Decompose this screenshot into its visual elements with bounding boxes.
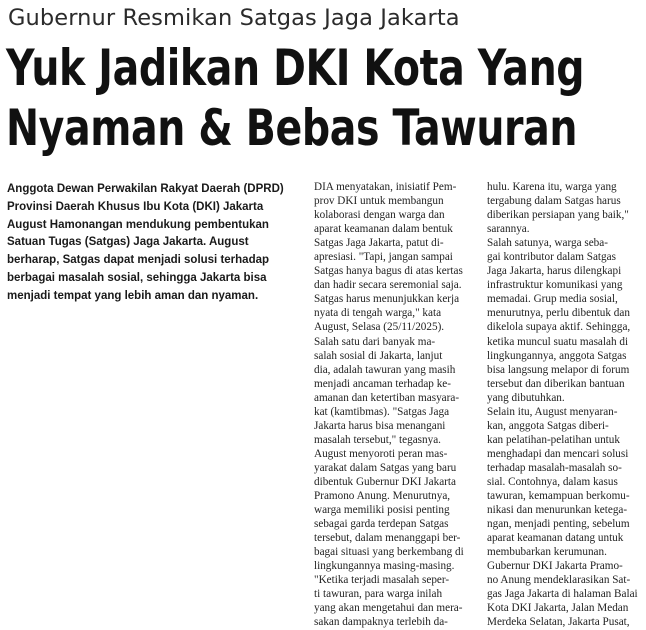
body-line: masalah tersebut," tegasnya. bbox=[314, 433, 441, 446]
body-line: dikelola supaya aktif. Sehingga, bbox=[487, 321, 631, 334]
body-line: Merdeka Selatan, Jakarta Pusat, bbox=[487, 616, 630, 629]
body-line: "Ketika terjadi masalah seper- bbox=[314, 574, 450, 587]
body-line: Salah satunya, warga seba- bbox=[487, 237, 608, 250]
body-line: kolaborasi dengan warga dan bbox=[314, 209, 445, 222]
body-line: DIA menyatakan, inisiatif Pem- bbox=[314, 181, 457, 193]
body-line: nikasi dan menurunkan ketega- bbox=[487, 504, 628, 517]
body-line: terhadap masalah-masalah so- bbox=[487, 461, 622, 474]
body-line: bisa langsung melapor di forum bbox=[487, 363, 630, 376]
body-line: bagai situasi yang berkembang di bbox=[314, 546, 464, 559]
body-line: yang dibutuhkan. bbox=[487, 391, 565, 404]
body-line: memadai. Grup media sosial, bbox=[487, 293, 618, 306]
body-line: Pramono Anung. Menurutnya, bbox=[314, 490, 451, 503]
body-line: Jaga Jakarta, harus dilengkapi bbox=[487, 265, 622, 278]
headline-line-2: Nyaman & Bebas Tawuran bbox=[6, 99, 578, 157]
body-line: menjadi ancaman terhadap ke- bbox=[314, 377, 451, 390]
body-line: August menyoroti peran mas- bbox=[314, 447, 448, 460]
body-line: Salah satu dari banyak ma- bbox=[314, 335, 436, 348]
body-line: sebagai garda terdepan Satgas bbox=[314, 518, 449, 531]
body-line: Satgas Jaga Jakarta, patut di- bbox=[314, 237, 444, 250]
body-line: sial. Contohnya, dalam kasus bbox=[487, 475, 618, 488]
body-line: salah sosial di Jakarta, lanjut bbox=[314, 349, 443, 362]
body-line: Satgas harus menunjukkan kerja bbox=[314, 293, 460, 306]
body-line: Selain itu, August menyaran- bbox=[487, 405, 618, 418]
body-line: no Anung mendeklarasikan Sat- bbox=[487, 574, 631, 587]
body-line: lingkungannya, anggota Satgas bbox=[487, 349, 627, 362]
body-line: menghadapi dan mencari solusi bbox=[487, 447, 629, 460]
lead-line: Satuan Tugas (Satgas) Jaga Jakarta. August bbox=[7, 236, 249, 249]
article-headline bbox=[6, 38, 585, 158]
body-line: dibentuk Gubernur DKI Jakarta bbox=[314, 475, 456, 488]
body-line: yang akan mengetahui dan mera- bbox=[314, 602, 463, 615]
body-line: lingkungannya masing-masing. bbox=[314, 560, 455, 573]
body-line: infrastruktur komunikasi yang bbox=[487, 279, 623, 292]
body-line: gai kontributor dalam Satgas bbox=[487, 251, 616, 264]
body-line: membubarkan kerumunan. bbox=[487, 546, 607, 559]
article-kicker: Gubernur Resmikan Satgas Jaga Jakarta bbox=[8, 5, 460, 31]
body-line: tersebut, dalam menanggapi ber- bbox=[314, 532, 461, 545]
body-line: amanan dan ketertiban masyara- bbox=[314, 391, 460, 404]
body-line: dan hadir secara seremonial saja. bbox=[314, 279, 462, 292]
body-line: ngan, menjadi penting, sebelum bbox=[487, 518, 630, 531]
lead-line: menjadi tempat yang lebih aman dan nyaman. bbox=[7, 289, 259, 302]
body-line: gas Jaga Jakarta di halaman Balai bbox=[487, 588, 638, 601]
article-lead bbox=[7, 181, 317, 306]
body-line: prov DKI untuk membangun bbox=[314, 195, 444, 208]
lead-line: berharap, Satgas dapat menjadi solusi terhadap bbox=[7, 254, 270, 267]
body-column-2 bbox=[314, 180, 474, 630]
body-line: apresiasi. "Tapi, jangan sampai bbox=[314, 251, 453, 264]
body-line: yarakat dalam Satgas yang baru bbox=[314, 461, 457, 474]
lead-line: August Hamonangan mendukung pembentukan bbox=[7, 218, 269, 231]
body-line: nyata di tengah warga," kata bbox=[314, 307, 442, 320]
body-line: aparat keamanan dalam bentuk bbox=[314, 223, 453, 236]
body-column-3 bbox=[487, 180, 637, 630]
body-line: hulu. Karena itu, warga yang bbox=[487, 181, 617, 193]
body-line: tergabung dalam Satgas harus bbox=[487, 195, 621, 208]
body-line: kat (kamtibmas). "Satgas Jaga bbox=[314, 405, 450, 418]
body-line: menurutnya, perlu dibentuk dan bbox=[487, 307, 630, 320]
body-line: tawuran, kemampuan berkomu- bbox=[487, 490, 630, 503]
body-line: kan pelatihan-pelatihan untuk bbox=[487, 433, 620, 446]
headline-line-1: Yuk Jadikan DKI Kota Yang bbox=[6, 39, 585, 97]
body-line: warga memiliki posisi penting bbox=[314, 504, 450, 517]
body-line: sakan dampaknya terlebih da- bbox=[314, 616, 448, 629]
body-line: diberikan persiapan yang baik," bbox=[487, 209, 629, 222]
body-line: Gubernur DKI Jakarta Pramo- bbox=[487, 560, 623, 573]
body-line: sarannya. bbox=[487, 223, 530, 236]
body-line: tersebut dan diberikan bantuan bbox=[487, 377, 625, 390]
lead-line: Provinsi Daerah Khusus Ibu Kota (DKI) Jakarta bbox=[7, 200, 264, 213]
body-line: August, Selasa (25/11/2025). bbox=[314, 321, 445, 334]
lead-line: berbagai masalah sosial, sehingga Jakarta bisa bbox=[7, 271, 267, 284]
body-line: Kota DKI Jakarta, Jalan Medan bbox=[487, 602, 629, 615]
body-line: ti tawuran, para warga inilah bbox=[314, 588, 443, 601]
body-line: kan, anggota Satgas diberi- bbox=[487, 419, 609, 432]
body-line: Jakarta harus bisa menangani bbox=[314, 419, 446, 432]
lead-line: Anggota Dewan Perwakilan Rakyat Daerah (DPRD) bbox=[7, 183, 284, 195]
body-line: aparat keamanan datang untuk bbox=[487, 532, 624, 545]
body-line: dia, adalah tawuran yang masih bbox=[314, 363, 456, 376]
body-line: Satgas hanya bagus di atas kertas bbox=[314, 265, 463, 278]
body-line: ketika muncul suatu masalah di bbox=[487, 335, 629, 348]
